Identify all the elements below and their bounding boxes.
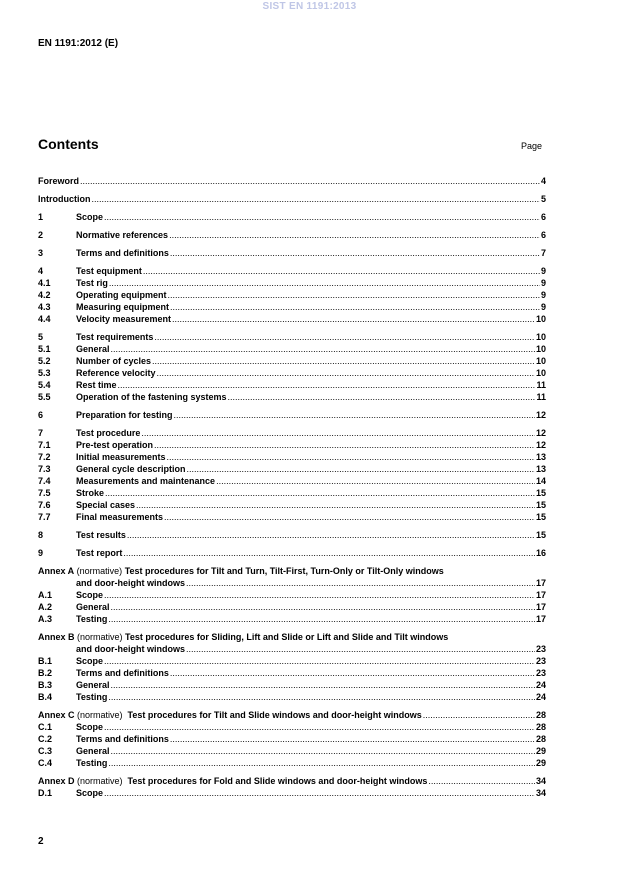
toc-entry-5-1[interactable] (38, 343, 546, 355)
toc-leader (118, 379, 536, 391)
toc-number: 4.2 (38, 290, 51, 300)
toc-title: Scope (76, 212, 104, 222)
toc-leader (154, 439, 535, 451)
toc-entry-6[interactable] (38, 409, 546, 421)
toc-leader (167, 451, 535, 463)
toc-title: Scope (76, 788, 104, 798)
toc-entry-annex-c[interactable] (38, 709, 546, 721)
toc-entry-annex-b-cont[interactable] (38, 643, 546, 655)
toc-title: Terms and definitions (76, 734, 169, 744)
toc-number: 4 (38, 266, 44, 276)
toc-number: 2 (38, 230, 44, 240)
toc-entry-b-1[interactable] (38, 655, 546, 667)
annex-label: Annex B (38, 632, 75, 642)
toc-entry-7-6[interactable] (38, 499, 546, 511)
toc-leader (104, 655, 535, 667)
toc-title: Rest time (76, 380, 117, 390)
toc-title: Terms and definitions (76, 668, 169, 678)
toc-number: 5 (38, 332, 44, 342)
toc-entry-introduction[interactable] (38, 193, 546, 205)
toc-page: 17 (535, 578, 546, 588)
toc-title: General (76, 602, 110, 612)
toc-leader (164, 511, 535, 523)
toc-entry-5-4[interactable] (38, 379, 546, 391)
toc-leader (111, 601, 535, 613)
toc-page: 14 (535, 476, 546, 486)
toc-leader (172, 313, 535, 325)
annex-title-cont: and door-height windows (76, 578, 185, 588)
toc-entry-a-3[interactable] (38, 613, 546, 625)
annex-title: Test procedures for Tilt and Slide windows and door-height windows (127, 710, 422, 720)
toc-number: 9 (38, 548, 44, 558)
toc-entry-annex-a-cont[interactable] (38, 577, 546, 589)
toc-page: 15 (535, 488, 546, 498)
toc-leader (157, 367, 535, 379)
toc-leader (104, 589, 535, 601)
toc-number: 7.5 (38, 488, 51, 498)
toc-title: General (76, 746, 110, 756)
toc-entry-5-5[interactable] (38, 391, 546, 403)
toc-entry-7-4[interactable] (38, 475, 546, 487)
toc-entry-7-7[interactable] (38, 511, 546, 523)
toc-page: 4 (540, 176, 546, 186)
toc-page: 10 (535, 344, 546, 354)
toc-number: B.1 (38, 656, 53, 666)
toc-page: 24 (535, 680, 546, 690)
toc-title: Test procedure (76, 428, 141, 438)
toc-leader (127, 529, 535, 541)
toc-page: 9 (540, 278, 546, 288)
toc-title: Operating equipment (76, 290, 167, 300)
toc-entry-d-1[interactable] (38, 787, 546, 799)
annex-title: Test procedures for Sliding, Lift and Slide or Lift and Slide and Tilt windows (125, 632, 449, 642)
toc-entry-7-5[interactable] (38, 487, 546, 499)
toc-leader (170, 301, 540, 313)
toc-page: 34 (535, 788, 546, 798)
toc-title: General (76, 680, 110, 690)
toc-title: Test rig (76, 278, 108, 288)
toc-leader (423, 709, 535, 721)
toc-page: 7 (540, 248, 546, 258)
toc-title: Scope (76, 656, 104, 666)
toc-title: Measuring equipment (76, 302, 170, 312)
toc-leader (152, 355, 535, 367)
annex-title-cont: and door-height windows (76, 644, 185, 654)
toc-number: 8 (38, 530, 44, 540)
toc-page: 12 (535, 440, 546, 450)
toc-page: 34 (535, 776, 546, 786)
annex-type: (normative) (74, 632, 126, 642)
annex-title: Test procedures for Tilt and Turn, Tilt-First, Turn-Only or Tilt-Only windows (124, 566, 444, 576)
toc-page: 11 (536, 380, 546, 390)
toc-page: 15 (535, 512, 546, 522)
toc-title: Introduction (38, 194, 91, 204)
toc-leader (428, 775, 535, 787)
toc-leader (104, 721, 535, 733)
toc-entry-4-3[interactable] (38, 301, 546, 313)
toc-number: 4.4 (38, 314, 51, 324)
toc-page: 15 (535, 530, 546, 540)
table-of-contents (38, 175, 546, 799)
toc-page: 6 (540, 212, 546, 222)
toc-page: 9 (540, 290, 546, 300)
toc-page: 6 (540, 230, 546, 240)
toc-number: 7.6 (38, 500, 51, 510)
toc-title: Stroke (76, 488, 105, 498)
toc-title: Special cases (76, 500, 136, 510)
toc-number: 5.2 (38, 356, 51, 366)
toc-entry-1[interactable] (38, 211, 546, 223)
toc-title: General cycle description (76, 464, 186, 474)
toc-entry-7-1[interactable] (38, 439, 546, 451)
toc-entry-7[interactable] (38, 427, 546, 439)
toc-entry-7-3[interactable] (38, 463, 546, 475)
toc-leader (80, 175, 540, 187)
toc-entry-c-2[interactable] (38, 733, 546, 745)
toc-leader (104, 787, 535, 799)
toc-leader (170, 247, 540, 259)
toc-number: C.3 (38, 746, 53, 756)
toc-number: B.2 (38, 668, 53, 678)
toc-entry-annex-d[interactable] (38, 775, 546, 787)
toc-leader (123, 547, 535, 559)
toc-page: 12 (535, 410, 546, 420)
toc-leader (170, 667, 535, 679)
toc-entry-5-2[interactable] (38, 355, 546, 367)
toc-leader (92, 193, 540, 205)
toc-number: A.1 (38, 590, 53, 600)
toc-entry-3[interactable] (38, 247, 546, 259)
toc-title: Test equipment (76, 266, 142, 276)
toc-title: Testing (76, 692, 108, 702)
annex-type: (normative) (74, 566, 125, 576)
toc-leader (169, 229, 540, 241)
toc-number: 1 (38, 212, 44, 222)
page-column-label: Page (521, 141, 543, 151)
toc-number: 3 (38, 248, 44, 258)
toc-page: 10 (535, 368, 546, 378)
toc-leader (105, 487, 535, 499)
toc-leader (141, 427, 535, 439)
toc-page: 28 (535, 722, 546, 732)
toc-leader (143, 265, 540, 277)
toc-title: Foreword (38, 176, 80, 186)
toc-title: Measurements and maintenance (76, 476, 216, 486)
toc-leader (111, 679, 535, 691)
toc-number: B.3 (38, 680, 53, 690)
toc-page: 28 (535, 734, 546, 744)
toc-page: 28 (535, 710, 546, 720)
toc-leader (186, 643, 535, 655)
toc-entry-annex-b[interactable] (38, 631, 546, 643)
toc-entry-4-4[interactable] (38, 313, 546, 325)
toc-leader (228, 391, 536, 403)
toc-number: 5.1 (38, 344, 51, 354)
toc-number: 7.2 (38, 452, 51, 462)
toc-number: B.4 (38, 692, 53, 702)
toc-entry-4[interactable] (38, 265, 546, 277)
toc-number: 7 (38, 428, 44, 438)
toc-leader (154, 331, 535, 343)
toc-entry-c-3[interactable] (38, 745, 546, 757)
toc-entry-8[interactable] (38, 529, 546, 541)
toc-page: 13 (535, 452, 546, 462)
toc-page: 10 (535, 356, 546, 366)
annex-label: Annex A (38, 566, 75, 576)
toc-page: 29 (535, 758, 546, 768)
annex-title: Test procedures for Fold and Slide windows and door-height windows (127, 776, 428, 786)
toc-entry-9[interactable] (38, 547, 546, 559)
toc-number: 6 (38, 410, 44, 420)
toc-page: 15 (535, 500, 546, 510)
toc-title: Preparation for testing (76, 410, 173, 420)
toc-entry-7-2[interactable] (38, 451, 546, 463)
toc-number: C.1 (38, 722, 53, 732)
toc-leader (109, 277, 540, 289)
toc-leader (186, 577, 535, 589)
toc-title: Testing (76, 614, 108, 624)
toc-title: Terms and definitions (76, 248, 169, 258)
toc-leader (108, 613, 535, 625)
toc-number: 5.3 (38, 368, 51, 378)
toc-leader (104, 211, 540, 223)
toc-number: C.2 (38, 734, 53, 744)
toc-number: 7.1 (38, 440, 51, 450)
toc-entry-c-1[interactable] (38, 721, 546, 733)
document-id: EN 1191:2012 (E) (38, 38, 119, 49)
toc-entry-5-3[interactable] (38, 367, 546, 379)
toc-title: Initial measurements (76, 452, 166, 462)
toc-entry-annex-a[interactable] (38, 565, 546, 577)
toc-page: 10 (535, 332, 546, 342)
toc-title: Test results (76, 530, 126, 540)
toc-entry-4-1[interactable] (38, 277, 546, 289)
toc-leader (136, 499, 535, 511)
toc-number: 5.4 (38, 380, 51, 390)
toc-title: Number of cycles (76, 356, 152, 366)
toc-leader (187, 463, 535, 475)
toc-entry-foreword[interactable] (38, 175, 546, 187)
toc-page: 23 (535, 656, 546, 666)
toc-page: 9 (540, 266, 546, 276)
toc-number: 4.1 (38, 278, 51, 288)
toc-entry-a-2[interactable] (38, 601, 546, 613)
page-number: 2 (38, 836, 44, 847)
toc-page: 17 (535, 614, 546, 624)
toc-page: 24 (535, 692, 546, 702)
toc-number: 7.4 (38, 476, 51, 486)
toc-number: C.4 (38, 758, 53, 768)
toc-title: Final measurements (76, 512, 164, 522)
toc-entry-5[interactable] (38, 331, 546, 343)
toc-title: Operation of the fastening systems (76, 392, 227, 402)
toc-page: 23 (535, 644, 546, 654)
toc-number: 7.3 (38, 464, 51, 474)
toc-title: Velocity measurement (76, 314, 172, 324)
toc-title: Scope (76, 590, 104, 600)
toc-leader (108, 691, 535, 703)
toc-title: Reference velocity (76, 368, 156, 378)
toc-number: D.1 (38, 788, 53, 798)
toc-title: Pre-test operation (76, 440, 154, 450)
annex-type: (normative) (74, 776, 128, 786)
toc-title: General (76, 344, 110, 354)
toc-number: 5.5 (38, 392, 51, 402)
toc-entry-b-2[interactable] (38, 667, 546, 679)
contents-heading: Contents (38, 136, 99, 152)
toc-page: 23 (535, 668, 546, 678)
toc-page: 10 (535, 314, 546, 324)
toc-leader (174, 409, 535, 421)
toc-title: Normative references (76, 230, 169, 240)
toc-number: 7.7 (38, 512, 51, 522)
toc-page: 17 (535, 590, 546, 600)
toc-leader (170, 733, 535, 745)
toc-entry-b-4[interactable] (38, 691, 546, 703)
toc-number: A.3 (38, 614, 53, 624)
toc-leader (108, 757, 535, 769)
toc-entry-c-4[interactable] (38, 757, 546, 769)
toc-leader (168, 289, 540, 301)
toc-page: 16 (535, 548, 546, 558)
toc-leader (216, 475, 535, 487)
toc-entry-b-3[interactable] (38, 679, 546, 691)
toc-leader (111, 745, 535, 757)
toc-number: A.2 (38, 602, 53, 612)
toc-page: 17 (535, 602, 546, 612)
toc-page: 5 (540, 194, 546, 204)
toc-leader (111, 343, 535, 355)
annex-label: Annex C (38, 710, 75, 720)
toc-title: Test requirements (76, 332, 154, 342)
toc-page: 9 (540, 302, 546, 312)
toc-page: 29 (535, 746, 546, 756)
watermark: SIST EN 1191:2013 (262, 1, 357, 12)
annex-type: (normative) (74, 710, 128, 720)
toc-entry-a-1[interactable] (38, 589, 546, 601)
toc-page: 11 (536, 392, 546, 402)
annex-label: Annex D (38, 776, 75, 786)
toc-title: Test report (76, 548, 123, 558)
toc-number: 4.3 (38, 302, 51, 312)
toc-title: Scope (76, 722, 104, 732)
toc-title: Testing (76, 758, 108, 768)
toc-entry-2[interactable] (38, 229, 546, 241)
toc-page: 13 (535, 464, 546, 474)
toc-page: 12 (535, 428, 546, 438)
toc-entry-4-2[interactable] (38, 289, 546, 301)
